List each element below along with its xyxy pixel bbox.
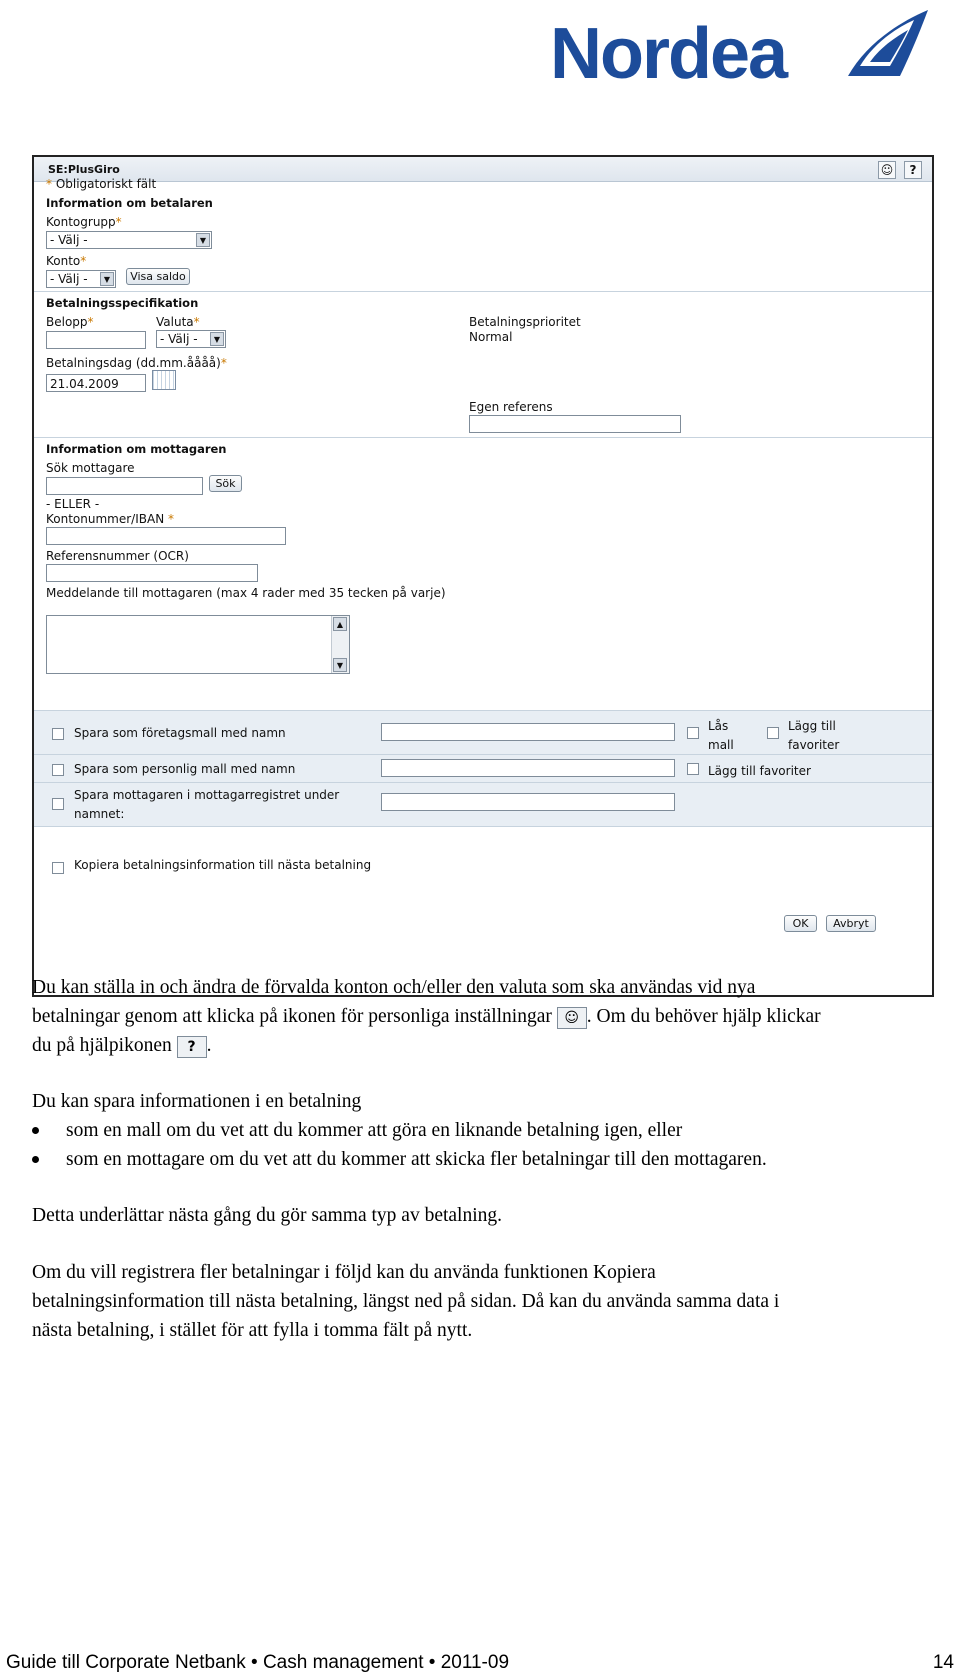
kontogrupp-label: Kontogrupp*: [46, 215, 122, 229]
page-number: 14: [932, 1652, 954, 1673]
p1-line3: du på hjälpikonen: [32, 1035, 172, 1056]
kontonummer-label: Kontonummer/IBAN *: [46, 512, 174, 526]
help-icon: ?: [177, 1036, 207, 1058]
scrollbar[interactable]: [331, 616, 349, 673]
p1-line3b: .: [206, 1035, 212, 1056]
nordea-logo: [550, 6, 930, 94]
bullet-icon: [32, 1156, 39, 1163]
p1-line2: betalningar genom att klicka på ikonen för personliga inställningar: [32, 1006, 552, 1027]
scroll-down-icon[interactable]: ▼: [333, 658, 347, 672]
bullet-icon: [32, 1127, 39, 1134]
belopp-input[interactable]: [46, 331, 146, 349]
paragraph-easier: Detta underlättar nästa gång du gör samma typ av betalning.: [32, 1205, 503, 1226]
calendar-icon[interactable]: [152, 370, 176, 390]
p1-line2b: . Om du behöver hjälp klickar: [586, 1006, 821, 1027]
p4-line2: betalningsinformation till nästa betalning, längst ned på sidan. Då kan du använda samma data i: [32, 1291, 780, 1312]
p4-line1: Om du vill registrera fler betalningar i följd kan du använda funktionen Kopiera: [32, 1262, 656, 1283]
valuta-select[interactable]: - Välj - ▼: [156, 330, 226, 348]
list-item: [32, 1145, 912, 1174]
bullet-text: som en mottagare om du vet att du kommer att skicka fler betalningar till den mottagaren.: [66, 1149, 767, 1170]
betalningsdag-input[interactable]: 21.04.2009: [46, 374, 146, 392]
meddelande-textarea[interactable]: [46, 615, 350, 674]
prioritet-label: Betalningsprioritet: [469, 315, 581, 329]
divider: [34, 754, 932, 755]
chevron-down-icon: ▼: [196, 233, 210, 247]
personlig-mall-checkbox[interactable]: [52, 764, 64, 776]
recipient-heading: Information om mottagaren: [46, 442, 227, 456]
foretagsmall-name-input[interactable]: [381, 723, 675, 741]
divider: [34, 782, 932, 783]
required-note: * Obligatoriskt fält: [46, 177, 157, 191]
help-icon[interactable]: ?: [904, 161, 922, 179]
personlig-mall-name-input[interactable]: [381, 759, 675, 777]
scroll-up-icon[interactable]: ▲: [333, 617, 347, 631]
konto-label: Konto*: [46, 254, 87, 268]
kopiera-checkbox[interactable]: [52, 862, 64, 874]
logo-wordmark: Nordea: [550, 14, 787, 94]
lagg-till-favoriter-label: Lägg till favoriter: [788, 719, 840, 752]
eller-label: - ELLER -: [46, 497, 100, 511]
spara-mottagare-label: Spara mottagaren i mottagarregistret under namnet:: [74, 788, 340, 821]
payer-heading: Information om betalaren: [46, 196, 213, 210]
ok-button[interactable]: OK: [784, 915, 817, 932]
payment-form-screenshot: [32, 155, 934, 997]
spara-mottagare-checkbox[interactable]: [52, 798, 64, 810]
p4-line3: nästa betalning, i stället för att fylla i tomma fält på nytt.: [32, 1320, 473, 1341]
form-title: SE:PlusGiro: [48, 163, 120, 176]
meddelande-label: Meddelande till mottagaren (max 4 rader med 35 tecken på varje): [46, 586, 446, 600]
kontogrupp-select[interactable]: - Välj - ▼: [46, 231, 212, 249]
divider: [34, 291, 932, 292]
paragraph-settings: [32, 973, 912, 1060]
spec-heading: Betalningsspecifikation: [46, 296, 199, 310]
belopp-label: Belopp*: [46, 315, 94, 329]
valuta-label: Valuta*: [156, 315, 200, 329]
las-mall-checkbox[interactable]: [687, 727, 699, 739]
las-mall-label: Lås mall: [708, 719, 734, 752]
sok-mottagare-label: Sök mottagare: [46, 461, 135, 475]
sail-logo-icon: [840, 6, 930, 90]
bullet-text: som en mall om du vet att du kommer att göra en liknande betalning igen, eller: [66, 1120, 683, 1141]
form-titlebar: [34, 157, 932, 182]
betalningsdag-label: Betalningsdag (dd.mm.åååå)*: [46, 356, 227, 370]
personal-settings-icon: ☺: [557, 1007, 587, 1029]
prioritet-value: Normal: [469, 330, 513, 344]
ocr-label: Referensnummer (OCR): [46, 549, 189, 563]
chevron-down-icon: ▼: [210, 332, 224, 346]
lagg-till-favoriter2-label: Lägg till favoriter: [708, 764, 811, 778]
lagg-till-favoriter-checkbox[interactable]: [767, 727, 779, 739]
ocr-input[interactable]: [46, 564, 258, 582]
personal-settings-icon[interactable]: ☺: [878, 161, 896, 179]
mottagare-name-input[interactable]: [381, 793, 675, 811]
sok-mottagare-input[interactable]: [46, 477, 203, 495]
chevron-down-icon: ▼: [100, 272, 114, 286]
divider: [34, 826, 932, 827]
visa-saldo-button[interactable]: Visa saldo: [126, 268, 190, 285]
paragraph-copy: [32, 1258, 912, 1345]
sok-button[interactable]: Sök: [209, 475, 242, 492]
avbryt-button[interactable]: Avbryt: [826, 915, 876, 932]
divider: [34, 437, 932, 438]
egen-referens-label: Egen referens: [469, 400, 553, 414]
kopiera-label: Kopiera betalningsinformation till nästa betalning: [74, 858, 372, 872]
list-item: [32, 1116, 912, 1145]
divider: [34, 710, 932, 711]
konto-select[interactable]: - Välj - ▼: [46, 270, 116, 288]
lagg-till-favoriter2-checkbox[interactable]: [687, 763, 699, 775]
p1-line1: Du kan ställa in och ändra de förvalda konton och/eller den valuta som ska användas vid nya: [32, 977, 756, 998]
kontonummer-input[interactable]: [46, 527, 286, 545]
footer-title: Guide till Corporate Netbank • Cash management • 2011-09: [6, 1652, 510, 1673]
paragraph-save-intro: Du kan spara informationen i en betalning: [32, 1091, 362, 1112]
foretagsmall-label: Spara som företagsmall med namn: [74, 726, 286, 740]
personlig-mall-label: Spara som personlig mall med namn: [74, 762, 296, 776]
foretagsmall-checkbox[interactable]: [52, 728, 64, 740]
egen-referens-input[interactable]: [469, 415, 681, 433]
